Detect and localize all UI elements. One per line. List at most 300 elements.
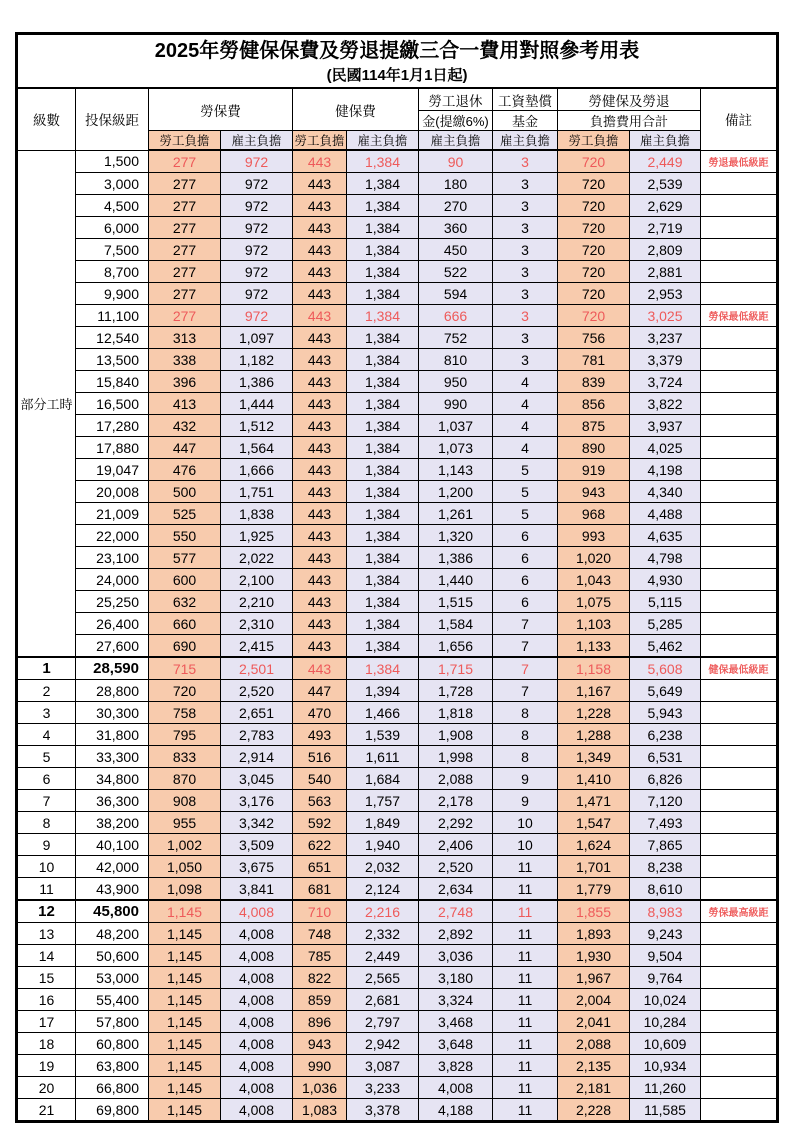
bracket-cell: 34,800 (76, 768, 149, 790)
fund-employer-cell: 7 (493, 635, 558, 658)
health-employee-cell: 443 (293, 173, 347, 195)
labor-employer-cell: 4,008 (221, 923, 293, 945)
table-row (17, 680, 778, 702)
remark-cell (701, 437, 778, 459)
level-cell: 15 (17, 967, 76, 989)
total-employee-cell: 2,181 (558, 1077, 630, 1099)
total-employer-cell: 3,937 (630, 415, 701, 437)
table-row (17, 415, 778, 437)
health-employer-cell: 1,611 (347, 746, 419, 768)
total-employer-cell: 5,649 (630, 680, 701, 702)
remark-cell: 勞保最低級距 (701, 305, 778, 327)
bracket-cell: 12,540 (76, 327, 149, 349)
total-employee-cell: 720 (558, 305, 630, 327)
fund-employer-cell: 6 (493, 525, 558, 547)
total-employer-cell: 5,285 (630, 613, 701, 635)
total-employee-cell: 2,228 (558, 1099, 630, 1122)
table-row (17, 217, 778, 239)
total-employee-cell: 2,135 (558, 1055, 630, 1077)
bracket-cell: 43,900 (76, 878, 149, 901)
total-employee-cell: 1,020 (558, 547, 630, 569)
labor-employer-cell: 4,008 (221, 1033, 293, 1055)
pension-employer-cell: 1,200 (419, 481, 493, 503)
level-cell: 4 (17, 724, 76, 746)
health-employee-cell: 443 (293, 635, 347, 658)
pension-employer-cell: 3,468 (419, 1011, 493, 1033)
table-row (17, 657, 778, 680)
level-cell: 9 (17, 834, 76, 856)
fund-employer-cell: 3 (493, 150, 558, 173)
total-employer-cell: 9,243 (630, 923, 701, 945)
health-employee-cell: 710 (293, 900, 347, 923)
labor-employee-cell: 1,145 (149, 1099, 221, 1122)
table-row (17, 261, 778, 283)
total-employer-cell: 5,462 (630, 635, 701, 658)
labor-employee-cell: 1,098 (149, 878, 221, 901)
bracket-cell: 24,000 (76, 569, 149, 591)
pension-employer-cell: 1,143 (419, 459, 493, 481)
labor-employer-cell: 3,841 (221, 878, 293, 901)
total-employee-cell: 1,930 (558, 945, 630, 967)
total-employer-cell: 4,198 (630, 459, 701, 481)
labor-employee-cell: 413 (149, 393, 221, 415)
health-employee-cell: 470 (293, 702, 347, 724)
total-employer-cell: 2,449 (630, 150, 701, 173)
remark-cell (701, 525, 778, 547)
labor-employee-cell: 1,145 (149, 1077, 221, 1099)
bracket-cell: 40,100 (76, 834, 149, 856)
table-row (17, 459, 778, 481)
bracket-cell: 33,300 (76, 746, 149, 768)
total-employee-cell: 1,893 (558, 923, 630, 945)
total-employee-cell: 890 (558, 437, 630, 459)
header-bracket: 投保級距 (76, 88, 149, 150)
fund-employer-cell: 10 (493, 812, 558, 834)
total-employer-cell: 8,238 (630, 856, 701, 878)
labor-employer-cell: 4,008 (221, 967, 293, 989)
total-employee-cell: 943 (558, 481, 630, 503)
level-cell: 3 (17, 702, 76, 724)
health-employee-cell: 443 (293, 195, 347, 217)
pension-employer-cell: 3,180 (419, 967, 493, 989)
fund-employer-cell: 9 (493, 768, 558, 790)
labor-employee-cell: 313 (149, 327, 221, 349)
header-pension-line1: 勞工退休 (419, 88, 493, 111)
table-row (17, 371, 778, 393)
total-employee-cell: 1,103 (558, 613, 630, 635)
labor-employer-cell: 1,564 (221, 437, 293, 459)
health-employee-cell: 822 (293, 967, 347, 989)
fund-employer-cell: 11 (493, 1011, 558, 1033)
fund-employer-cell: 7 (493, 657, 558, 680)
labor-employee-cell: 277 (149, 261, 221, 283)
pension-employer-cell: 360 (419, 217, 493, 239)
bracket-cell: 53,000 (76, 967, 149, 989)
health-employee-cell: 443 (293, 459, 347, 481)
remark-cell (701, 459, 778, 481)
health-employee-cell: 1,036 (293, 1077, 347, 1099)
total-employee-cell: 1,043 (558, 569, 630, 591)
total-employer-cell: 2,809 (630, 239, 701, 261)
total-employer-cell: 6,531 (630, 746, 701, 768)
table-row (17, 547, 778, 569)
total-employer-cell: 10,609 (630, 1033, 701, 1055)
bracket-cell: 60,800 (76, 1033, 149, 1055)
table-row (17, 724, 778, 746)
pension-employer-cell: 1,440 (419, 569, 493, 591)
health-employer-cell: 1,466 (347, 702, 419, 724)
labor-employee-cell: 1,145 (149, 989, 221, 1011)
health-employer-cell: 2,565 (347, 967, 419, 989)
health-employer-cell: 1,384 (347, 481, 419, 503)
total-employee-cell: 2,041 (558, 1011, 630, 1033)
fund-employer-cell: 3 (493, 173, 558, 195)
pension-employer-cell: 950 (419, 371, 493, 393)
bracket-cell: 23,100 (76, 547, 149, 569)
level-cell: 2 (17, 680, 76, 702)
table-row (17, 812, 778, 834)
fund-employer-cell: 3 (493, 217, 558, 239)
health-employee-cell: 443 (293, 481, 347, 503)
bracket-cell: 57,800 (76, 1011, 149, 1033)
remark-cell (701, 680, 778, 702)
table-row (17, 878, 778, 901)
labor-employee-cell: 600 (149, 569, 221, 591)
labor-employee-cell: 1,145 (149, 1055, 221, 1077)
total-employer-cell: 2,629 (630, 195, 701, 217)
table-row (17, 746, 778, 768)
bracket-cell: 17,280 (76, 415, 149, 437)
labor-employee-cell: 955 (149, 812, 221, 834)
remark-cell (701, 591, 778, 613)
bracket-cell: 6,000 (76, 217, 149, 239)
remark-cell (701, 481, 778, 503)
total-employer-cell: 3,025 (630, 305, 701, 327)
labor-employer-cell: 2,210 (221, 591, 293, 613)
health-employer-cell: 1,384 (347, 173, 419, 195)
total-employer-cell: 7,493 (630, 812, 701, 834)
labor-employee-cell: 525 (149, 503, 221, 525)
table-row (17, 569, 778, 591)
table-row (17, 856, 778, 878)
labor-employee-cell: 277 (149, 283, 221, 305)
labor-employee-cell: 577 (149, 547, 221, 569)
health-employer-cell: 1,384 (347, 569, 419, 591)
fund-employer-cell: 5 (493, 481, 558, 503)
labor-employer-cell: 1,751 (221, 481, 293, 503)
labor-employer-cell: 2,501 (221, 657, 293, 680)
remark-cell (701, 217, 778, 239)
table-row (17, 1055, 778, 1077)
health-employee-cell: 443 (293, 657, 347, 680)
health-employee-cell: 943 (293, 1033, 347, 1055)
remark-cell (701, 945, 778, 967)
total-employer-cell: 11,585 (630, 1099, 701, 1122)
labor-employee-cell: 1,145 (149, 967, 221, 989)
fund-employer-cell: 4 (493, 437, 558, 459)
total-employee-cell: 1,288 (558, 724, 630, 746)
labor-employee-cell: 277 (149, 173, 221, 195)
labor-employer-cell: 1,666 (221, 459, 293, 481)
table-row (17, 834, 778, 856)
bracket-cell: 55,400 (76, 989, 149, 1011)
bracket-cell: 1,500 (76, 150, 149, 173)
part-time-merged-cell: 部分工時 (17, 150, 76, 657)
pension-employer-cell: 1,656 (419, 635, 493, 658)
fund-employer-cell: 11 (493, 900, 558, 923)
health-employer-cell: 2,216 (347, 900, 419, 923)
bracket-cell: 15,840 (76, 371, 149, 393)
fund-employer-cell: 3 (493, 327, 558, 349)
header-level: 級數 (17, 88, 76, 150)
health-employer-cell: 1,384 (347, 415, 419, 437)
health-employer-cell: 1,384 (347, 613, 419, 635)
labor-employer-cell: 972 (221, 173, 293, 195)
labor-employer-cell: 4,008 (221, 945, 293, 967)
remark-cell (701, 371, 778, 393)
total-employee-cell: 1,855 (558, 900, 630, 923)
table-row (17, 283, 778, 305)
remark-cell (701, 812, 778, 834)
fund-employer-cell: 5 (493, 503, 558, 525)
total-employee-cell: 856 (558, 393, 630, 415)
health-employee-cell: 443 (293, 547, 347, 569)
total-employer-cell: 4,025 (630, 437, 701, 459)
pension-employer-cell: 2,892 (419, 923, 493, 945)
labor-employee-cell: 550 (149, 525, 221, 547)
table-row (17, 989, 778, 1011)
header-health-fee: 健保費 (293, 88, 419, 131)
labor-employee-cell: 690 (149, 635, 221, 658)
pension-employer-cell: 1,261 (419, 503, 493, 525)
health-employee-cell: 443 (293, 327, 347, 349)
health-employer-cell: 1,384 (347, 150, 419, 173)
total-employee-cell: 720 (558, 239, 630, 261)
pension-employer-cell: 2,292 (419, 812, 493, 834)
fund-employer-cell: 3 (493, 283, 558, 305)
health-employee-cell: 447 (293, 680, 347, 702)
total-employer-cell: 10,284 (630, 1011, 701, 1033)
labor-employee-cell: 660 (149, 613, 221, 635)
health-employer-cell: 1,384 (347, 371, 419, 393)
total-employee-cell: 781 (558, 349, 630, 371)
health-employer-cell: 1,384 (347, 437, 419, 459)
total-employer-cell: 6,238 (630, 724, 701, 746)
subheader-health-employer: 雇主負擔 (347, 131, 419, 151)
table-row (17, 349, 778, 371)
fund-employer-cell: 11 (493, 1033, 558, 1055)
level-cell: 20 (17, 1077, 76, 1099)
labor-employer-cell: 1,097 (221, 327, 293, 349)
health-employee-cell: 516 (293, 746, 347, 768)
fund-employer-cell: 3 (493, 195, 558, 217)
labor-employee-cell: 1,145 (149, 923, 221, 945)
fund-employer-cell: 11 (493, 945, 558, 967)
table-row (17, 481, 778, 503)
labor-employer-cell: 4,008 (221, 1011, 293, 1033)
health-employer-cell: 1,384 (347, 459, 419, 481)
table-row (17, 923, 778, 945)
bracket-cell: 4,500 (76, 195, 149, 217)
remark-cell: 勞保最高級距 (701, 900, 778, 923)
health-employee-cell: 443 (293, 371, 347, 393)
health-employer-cell: 1,384 (347, 591, 419, 613)
remark-cell (701, 635, 778, 658)
health-employer-cell: 1,539 (347, 724, 419, 746)
total-employee-cell: 756 (558, 327, 630, 349)
table-row (17, 239, 778, 261)
health-employee-cell: 443 (293, 569, 347, 591)
page-subtitle: (民國114年1月1日起) (326, 66, 468, 84)
fund-employer-cell: 7 (493, 680, 558, 702)
table-row (17, 437, 778, 459)
page-title: 2025年勞健保保費及勞退提繳三合一費用對照參考用表 (154, 39, 640, 62)
labor-employer-cell: 2,100 (221, 569, 293, 591)
header-remark: 備註 (701, 88, 778, 150)
health-employer-cell: 1,384 (347, 525, 419, 547)
remark-cell (701, 989, 778, 1011)
labor-employee-cell: 277 (149, 239, 221, 261)
fund-employer-cell: 11 (493, 1077, 558, 1099)
pension-employer-cell: 3,828 (419, 1055, 493, 1077)
pension-employer-cell: 666 (419, 305, 493, 327)
bracket-cell: 26,400 (76, 613, 149, 635)
total-employer-cell: 4,488 (630, 503, 701, 525)
table-row (17, 393, 778, 415)
pension-employer-cell: 1,515 (419, 591, 493, 613)
table-title-cell (17, 34, 778, 89)
pension-employer-cell: 1,073 (419, 437, 493, 459)
subheader-fund-employer: 雇主負擔 (493, 131, 558, 151)
table-row (17, 945, 778, 967)
fund-employer-cell: 3 (493, 305, 558, 327)
pension-employer-cell: 594 (419, 283, 493, 305)
table-row (17, 327, 778, 349)
bracket-cell: 42,000 (76, 856, 149, 878)
pension-employer-cell: 4,008 (419, 1077, 493, 1099)
level-cell: 1 (17, 657, 76, 680)
fund-employer-cell: 11 (493, 878, 558, 901)
health-employer-cell: 2,797 (347, 1011, 419, 1033)
health-employee-cell: 563 (293, 790, 347, 812)
remark-cell (701, 195, 778, 217)
total-employee-cell: 1,167 (558, 680, 630, 702)
labor-employee-cell: 1,145 (149, 1033, 221, 1055)
health-employee-cell: 443 (293, 393, 347, 415)
pension-employer-cell: 2,406 (419, 834, 493, 856)
remark-cell (701, 923, 778, 945)
level-cell: 14 (17, 945, 76, 967)
health-employer-cell: 1,384 (347, 327, 419, 349)
labor-employer-cell: 972 (221, 195, 293, 217)
labor-employer-cell: 4,008 (221, 1077, 293, 1099)
total-employee-cell: 1,967 (558, 967, 630, 989)
header-pension-line2: 金(提繳6%) (419, 111, 493, 131)
total-employee-cell: 2,088 (558, 1033, 630, 1055)
fund-employer-cell: 8 (493, 746, 558, 768)
total-employer-cell: 2,881 (630, 261, 701, 283)
health-employee-cell: 443 (293, 305, 347, 327)
bracket-cell: 11,100 (76, 305, 149, 327)
labor-employer-cell: 3,045 (221, 768, 293, 790)
total-employee-cell: 1,133 (558, 635, 630, 658)
pension-employer-cell: 2,088 (419, 768, 493, 790)
remark-cell (701, 415, 778, 437)
total-employer-cell: 8,610 (630, 878, 701, 901)
labor-employer-cell: 2,415 (221, 635, 293, 658)
health-employer-cell: 1,757 (347, 790, 419, 812)
labor-employee-cell: 1,145 (149, 945, 221, 967)
labor-employer-cell: 1,925 (221, 525, 293, 547)
level-cell: 12 (17, 900, 76, 923)
total-employer-cell: 10,934 (630, 1055, 701, 1077)
pension-employer-cell: 522 (419, 261, 493, 283)
bracket-cell: 8,700 (76, 261, 149, 283)
health-employer-cell: 3,087 (347, 1055, 419, 1077)
bracket-cell: 13,500 (76, 349, 149, 371)
table-row (17, 900, 778, 923)
health-employee-cell: 785 (293, 945, 347, 967)
labor-employer-cell: 972 (221, 305, 293, 327)
health-employee-cell: 592 (293, 812, 347, 834)
labor-employer-cell: 1,444 (221, 393, 293, 415)
total-employee-cell: 839 (558, 371, 630, 393)
remark-cell (701, 569, 778, 591)
pension-employer-cell: 1,320 (419, 525, 493, 547)
labor-employer-cell: 4,008 (221, 989, 293, 1011)
bracket-cell: 22,000 (76, 525, 149, 547)
labor-employer-cell: 3,509 (221, 834, 293, 856)
subheader-labor-employee: 勞工負擔 (149, 131, 221, 151)
labor-employee-cell: 833 (149, 746, 221, 768)
fund-employer-cell: 10 (493, 834, 558, 856)
bracket-cell: 36,300 (76, 790, 149, 812)
bracket-cell: 20,008 (76, 481, 149, 503)
pension-employer-cell: 3,324 (419, 989, 493, 1011)
pension-employer-cell: 3,648 (419, 1033, 493, 1055)
remark-cell (701, 547, 778, 569)
header-total-line2: 負擔費用合計 (558, 111, 701, 131)
labor-employer-cell: 3,342 (221, 812, 293, 834)
labor-employee-cell: 870 (149, 768, 221, 790)
remark-cell (701, 1077, 778, 1099)
total-employee-cell: 720 (558, 217, 630, 239)
level-cell: 17 (17, 1011, 76, 1033)
health-employer-cell: 1,384 (347, 657, 419, 680)
labor-employee-cell: 1,002 (149, 834, 221, 856)
total-employer-cell: 7,120 (630, 790, 701, 812)
bracket-cell: 30,300 (76, 702, 149, 724)
bracket-cell: 31,800 (76, 724, 149, 746)
labor-employer-cell: 2,783 (221, 724, 293, 746)
labor-employer-cell: 972 (221, 283, 293, 305)
total-employee-cell: 720 (558, 150, 630, 173)
total-employee-cell: 1,779 (558, 878, 630, 901)
total-employer-cell: 2,539 (630, 173, 701, 195)
total-employer-cell: 3,724 (630, 371, 701, 393)
total-employee-cell: 993 (558, 525, 630, 547)
table-row (17, 305, 778, 327)
labor-employee-cell: 795 (149, 724, 221, 746)
total-employee-cell: 2,004 (558, 989, 630, 1011)
labor-employee-cell: 396 (149, 371, 221, 393)
labor-employer-cell: 2,914 (221, 746, 293, 768)
pension-employer-cell: 1,715 (419, 657, 493, 680)
labor-employee-cell: 1,050 (149, 856, 221, 878)
subheader-total-employee: 勞工負擔 (558, 131, 630, 151)
total-employer-cell: 5,608 (630, 657, 701, 680)
health-employer-cell: 1,384 (347, 393, 419, 415)
